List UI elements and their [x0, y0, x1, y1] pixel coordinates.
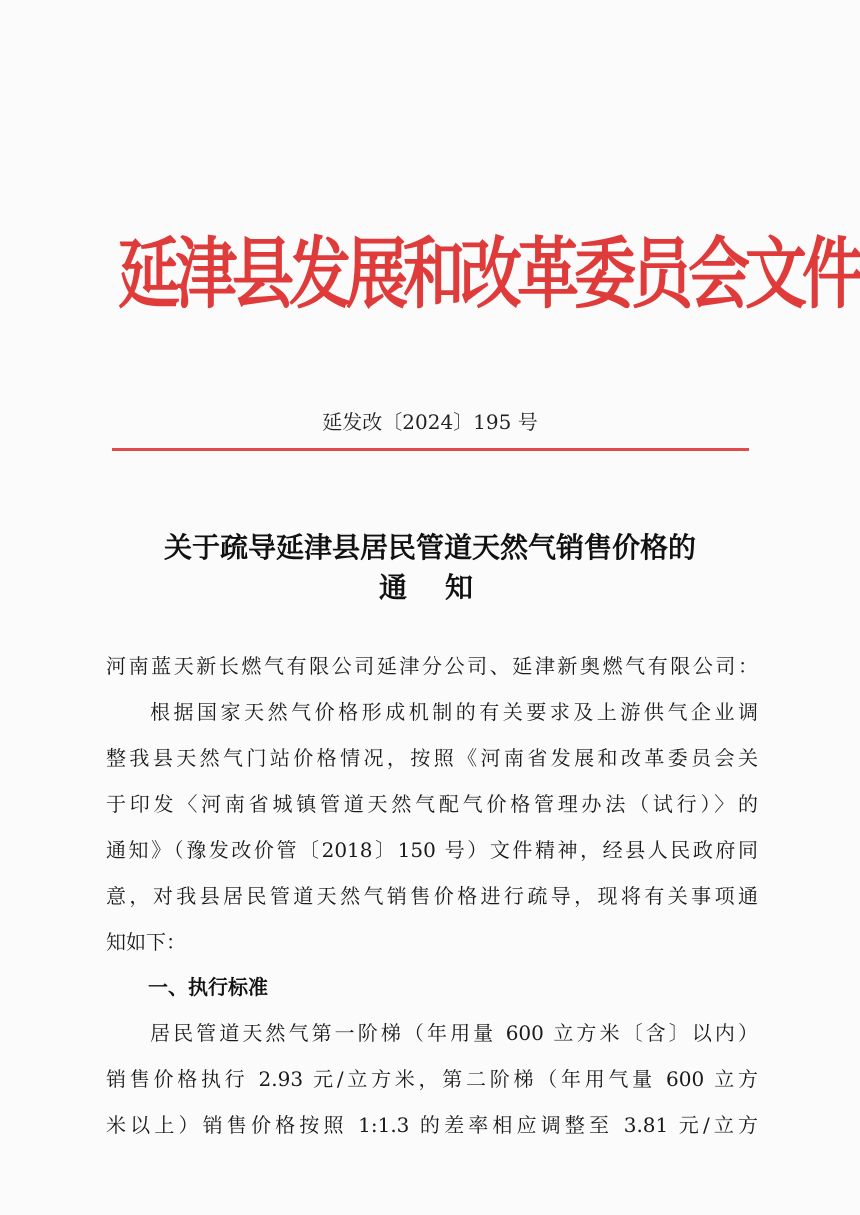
paragraph-2-line: 米以上）销售价格按照 1:1.3 的差率相应调整至 3.81 元/立方 — [106, 1113, 758, 1137]
paragraph-1-line: 通知》（豫发改价管〔2018〕150 号）文件精神，经县人民政府同 — [106, 838, 758, 862]
addressee-line: 河南蓝天新长燃气有限公司延津分公司、延津新奥燃气有限公司： — [106, 654, 758, 678]
document-number: 延发改〔2024〕195 号 — [322, 410, 538, 434]
paragraph-1-line: 整我县天然气门站价格情况，按照《河南省发展和改革委员会关 — [106, 746, 758, 770]
paragraph-1-line: 根据国家天然气价格形成机制的有关要求及上游供气企业调 — [150, 700, 758, 724]
paragraph-2-line: 居民管道天然气第一阶梯（年用量 600 立方米〔含〕以内） — [150, 1021, 758, 1045]
paragraph-1-line: 于印发〈河南省城镇管道天然气配气价格管理办法（试行）〉的 — [106, 792, 758, 816]
notice-title-line-2: 通知 — [378, 571, 511, 604]
paragraph-1-line: 知如下： — [106, 930, 186, 954]
paragraph-2-line: 销售价格执行 2.93 元/立方米，第二阶梯（年用气量 600 立方 — [106, 1067, 758, 1091]
masthead-title: 延津县发展和改革委员会文件 — [118, 227, 860, 319]
section-heading: 一、执行标准 — [148, 975, 268, 999]
red-divider-line — [112, 448, 749, 451]
paragraph-1-line: 意，对我县居民管道天然气销售价格进行疏导，现将有关事项通 — [106, 884, 758, 908]
notice-title-line-1: 关于疏导延津县居民管道天然气销售价格的 — [163, 531, 696, 564]
